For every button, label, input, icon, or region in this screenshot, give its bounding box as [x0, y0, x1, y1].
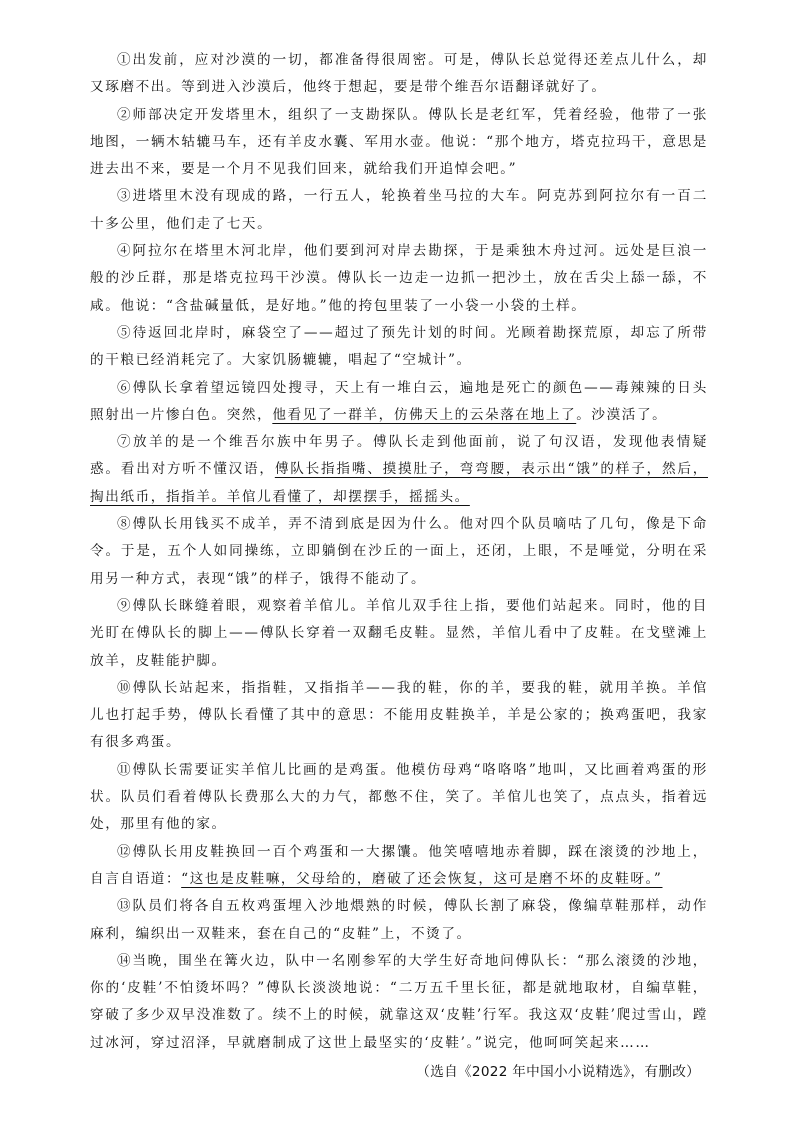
- paragraph-text: ③进塔里木没有现成的路，一行五人，轮换着坐马拉的大车。阿克苏到阿拉尔有一百二十多公里，他们走了七天。: [90, 188, 708, 232]
- paragraph-2: [90, 102, 708, 184]
- paragraph-text: ④阿拉尔在塔里木河北岸，他们要到河对岸去勘探，于是乘独木舟过河。远处是巨浪一般的沙丘群，那是塔克拉玛干沙漠。傅队长一边走一边抓一把沙土，放在舌尖上舔一舔，不咸。他说：“含盐碱量低，是好地。”他的挎包里装了一小袋一小袋的土样。: [90, 243, 708, 314]
- paragraph-14: [90, 948, 708, 1057]
- paragraph-text: ②师部决定开发塔里木，组织了一支勘探队。傅队长是老红军，凭着经验，他带了一张地图，一辆木轱辘马车，还有羊皮水囊、军用水壶。他说：“那个地方，塔克拉玛干，意思是进去出不来，要是一个月不见我们回来，就给我们开追悼会吧。”: [90, 106, 708, 178]
- paragraph-text: ⑧傅队长用钱买不成羊，弄不清到底是因为什么。他对四个队员嘀咕了几句，像是下命令。于是，五个人如同操练，立即躺倒在沙丘的一面上，还闭，上眼，不是唾觉，分明在采用另一种方式，表现“饿”的样子，饿得不能动了。: [90, 516, 708, 587]
- paragraph-8: [90, 511, 708, 593]
- paragraph-text: ⑨傅队长眯缝着眼，观察着羊倌儿。羊倌儿双手往上指，要他们站起来。同时，他的目光盯在傅队长的脚上——傅队长穿着一双翻毛皮鞋。显然，羊倌儿看中了皮鞋。在戈壁滩上放羊，皮鞋能护脚。: [90, 597, 708, 669]
- paragraph-text: ⑬队员们将各自五枚鸡蛋埋入沙地煨熟的时候，傅队长割了麻袋，像编草鞋那样，动作麻利，编织出一双鞋来，套在自己的“皮鞋”上，不烫了。: [90, 898, 708, 942]
- paragraph-5: [90, 320, 708, 375]
- underlined-text: 他看见了一群羊，仿佛天上的云朵落在地上了: [272, 406, 577, 423]
- paragraph-11: [90, 757, 708, 839]
- paragraph-3: [90, 183, 708, 238]
- paragraph-text: ⑩傅队长站起来，指指鞋，又指指羊——我的鞋，你的羊，要我的鞋，就用羊换。羊倌儿也打起手势，傅队长看懂了其中的意思：不能用皮鞋换羊，羊是公家的；换鸡蛋吧，我家有很多鸡蛋。: [90, 679, 708, 751]
- paragraph-1: [90, 47, 708, 102]
- paragraph-text: ⑫傅队长用皮鞋换回一百个鸡蛋和一大摞馕。他笑嘻嘻地赤着脚，踩在滚烫的沙地上，自言自语道：: [90, 843, 708, 887]
- paragraph-text: ①出发前，应对沙漠的一切，都准备得很周密。可是，傅队长总觉得还差点儿什么，却又琢磨不出。等到进入沙漠后，他终于想起，要是带个维吾尔语翻译就好了。: [90, 52, 708, 96]
- paragraph-text: ⑦放羊的是一个维吾尔族中年男子。傅队长走到他面前，说了句汉语，发现他表情疑惑。看出对方听不懂汉语，: [90, 434, 708, 478]
- paragraph-12: [90, 839, 708, 894]
- paragraph-4: [90, 238, 708, 320]
- paragraph-text: ⑥傅队长拿着望远镜四处搜寻，天上有一堆白云，遍地是死亡的颜色——毒辣辣的日头照射出一片惨白色。突然，: [90, 379, 708, 423]
- article-body: [90, 47, 708, 1057]
- paragraph-13: [90, 893, 708, 948]
- paragraph-text: ⑭当晚，围坐在篝火边，队中一名刚参军的大学生好奇地问傅队长：“那么滚烫的沙地，你的‘皮鞋’不怕烫坏吗？”傅队长淡淡地说：“二万五千里长征，都是就地取材，自编草鞋，穿破了多少双早没准数了。续不上的时候，就靠这双‘皮鞋’行军。我这双‘皮鞋’爬过雪山，蹚过冰河，穿过沼泽，早就磨制成了这世上最坚实的‘皮鞋’。”说完，他呵呵笑起来……: [90, 952, 708, 1051]
- underlined-text: 傅队长指指嘴、摸摸肚子，弯弯腰，表示出“饿”的样子，然后，掏出纸币，指指羊。羊倌儿看懂了，却摆摆手，摇摇头。: [90, 461, 708, 505]
- paragraph-10: [90, 675, 708, 757]
- paragraph-text: ⑤待返回北岸时，麻袋空了——超过了预先计划的时间。光顾着勘探荒原，却忘了所带的干粮已经消耗完了。大家饥肠辘辘，唱起了“空城计”。: [90, 324, 708, 369]
- paragraph-text: ⑪傅队长需要证实羊倌儿比画的是鸡蛋。他模仿母鸡“咯咯咯”地叫，又比画着鸡蛋的形状。队员们看着傅队长费那么大的力气，都憋不住，笑了。羊倌儿也笑了，点点头，指着远处，那里有他的家。: [90, 761, 708, 833]
- paragraph-9: [90, 593, 708, 675]
- paragraph-7: [90, 429, 708, 511]
- paragraph-6: [90, 375, 708, 430]
- source-citation: （选自《2022 年中国小小说精选》，有删改）: [416, 1063, 700, 1080]
- paragraph-text: 。沙漠活了。: [576, 406, 668, 423]
- underlined-text: “这也是皮鞋嘛，父母给的，磨破了还会恢复，这可是磨不坏的皮鞋呀。”: [181, 870, 663, 887]
